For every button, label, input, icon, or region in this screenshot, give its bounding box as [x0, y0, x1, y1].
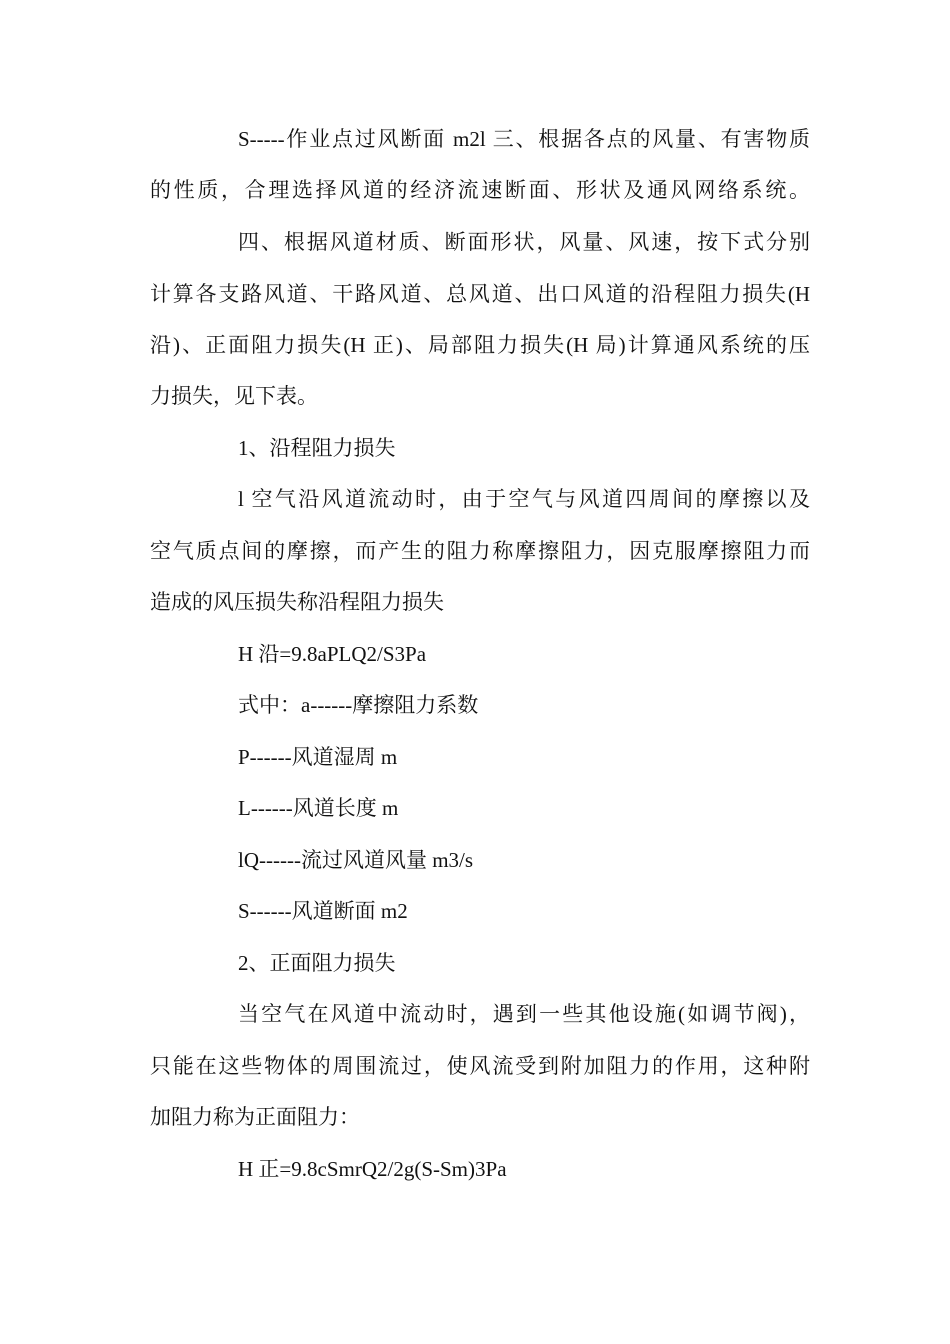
paragraph-line: 沿)、正面阻力损失(H 正)、局部阻力损失(H 局)计算通风系统的压 — [150, 333, 810, 357]
formula-line: H 沿=9.8aPLQ2/S3Pa — [238, 642, 427, 666]
section-heading: 1、沿程阻力损失 — [238, 436, 396, 460]
paragraph-line: l 空气沿风道流动时，由于空气与风道四周间的摩擦以及 — [238, 487, 810, 511]
formula-definition: lQ------流过风道风量 m3/s — [238, 848, 474, 872]
paragraph-line: 加阻力称为正面阻力： — [150, 1105, 360, 1129]
formula-definition: L------风道长度 m — [238, 796, 399, 820]
formula-definition: 式中：a------摩擦阻力系数 — [238, 693, 479, 717]
paragraph-line: 的性质，合理选择风道的经济流速断面、形状及通风网络系统。 — [150, 178, 810, 202]
paragraph-line: 只能在这些物体的周围流过，使风流受到附加阻力的作用，这种附 — [150, 1054, 810, 1078]
paragraph-line: S-----作业点过风断面 m2l 三、根据各点的风量、有害物质 — [238, 127, 810, 151]
paragraph-line: 空气质点间的摩擦，而产生的阻力称摩擦阻力，因克服摩擦阻力而 — [150, 539, 810, 563]
paragraph-line: 四、根据风道材质、断面形状，风量、风速，按下式分别 — [238, 230, 810, 254]
paragraph-line: 当空气在风道中流动时，遇到一些其他设施(如调节阀)， — [238, 1002, 810, 1026]
formula-line: H 正=9.8cSmrQ2/2g(S-Sm)3Pa — [238, 1157, 507, 1181]
formula-definition: S------风道断面 m2 — [238, 899, 408, 923]
paragraph-line: 力损失，见下表。 — [150, 384, 318, 408]
paragraph-line: 造成的风压损失称沿程阻力损失 — [150, 590, 444, 614]
section-heading: 2、正面阻力损失 — [238, 951, 396, 975]
formula-definition: P------风道湿周 m — [238, 745, 398, 769]
paragraph-line: 计算各支路风道、干路风道、总风道、出口风道的沿程阻力损失(H — [150, 282, 810, 306]
